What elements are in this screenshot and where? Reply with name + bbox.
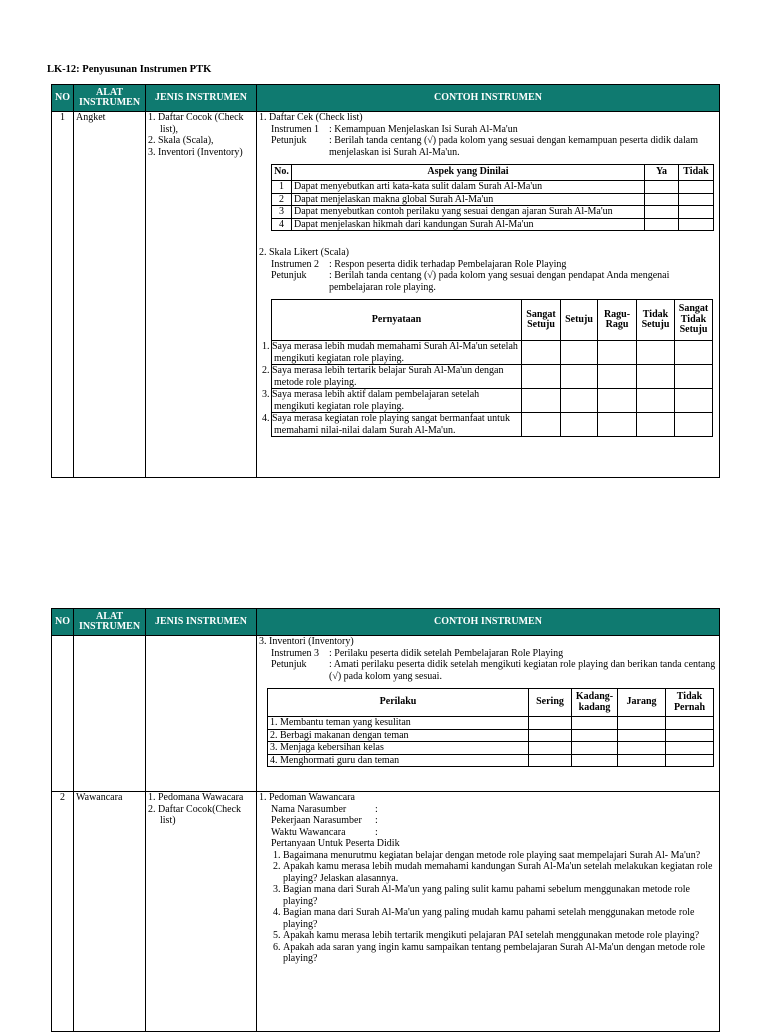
petunjuk-label: Petunjuk <box>271 659 307 670</box>
likert-table <box>262 299 713 437</box>
instrument-table-2 <box>51 608 720 1032</box>
cell-tidak <box>679 218 714 231</box>
inventory-table <box>267 688 714 767</box>
col-aspek: Aspek yang Dinilai <box>292 165 645 181</box>
instrumen-label: Instrumen 3 <box>271 647 320 659</box>
cell-ya <box>645 193 679 206</box>
row-no: 2 <box>52 792 74 1032</box>
instrument-table-1 <box>51 84 720 478</box>
col-ya: Ya <box>645 165 679 181</box>
jenis-item: 3. Inventori (Inventory) <box>148 146 243 158</box>
table-row <box>52 636 720 792</box>
question-list <box>259 850 717 965</box>
jenis-item: 2. Daftar Cocok(Check list) <box>148 803 242 826</box>
header-jenis: JENIS INSTRUMEN <box>146 609 257 636</box>
col-ragu: Ragu-Ragu <box>598 300 637 341</box>
col-tidak-pernah: Tidak Pernah <box>666 689 714 717</box>
table-row <box>272 341 713 365</box>
table-row <box>272 389 713 413</box>
col-sangat-tidak-setuju: Sangat Tidak Setuju <box>675 300 713 341</box>
checklist-table <box>271 164 714 231</box>
instrumen-text: : Kemampuan Menjelaskan Isi Surah Al-Ma'un <box>329 123 518 135</box>
petunjuk-text: : Berilah tanda centang (√) pada kolom yang sesuai dengan kemampuan peserta didik dalam menjelaskan isi Surah Al-Ma'un. <box>329 135 698 158</box>
field-label: Waktu Wawancara <box>271 826 346 838</box>
list-item: 3. Bagian mana dari Surah Al-Ma'un yang paling sulit kamu pahami sebelum menggunakan metode role playing? <box>283 884 717 907</box>
cell-aspek: Dapat menyebutkan contoh perilaku yang sesuai dengan ajaran Surah Al-Ma'un <box>292 206 645 219</box>
col-pernyataan: Pernyataan <box>272 300 522 341</box>
cell-aspek: Dapat menyebutkan arti kata-kata sulit dalam Surah Al-Ma'un <box>292 181 645 194</box>
row-contoh <box>257 636 720 792</box>
col-setuju: Setuju <box>561 300 598 341</box>
field-label: Nama Narasumber <box>271 803 347 815</box>
field-label: Pekerjaan Narasumber <box>271 815 362 826</box>
col-tidak-setuju: Tidak Setuju <box>637 300 675 341</box>
table-row <box>268 742 714 755</box>
row-alat: Angket <box>74 112 146 478</box>
header-contoh: CONTOH INSTRUMEN <box>257 609 720 636</box>
cell-ya <box>645 218 679 231</box>
cell-no: 3 <box>272 206 292 219</box>
table-header-row <box>52 609 720 636</box>
cell-perilaku: 4. Menghormati guru dan teman <box>268 754 529 767</box>
jenis-item: 1. Pedomana Wawacara <box>148 792 244 803</box>
field-colon: : <box>375 815 378 826</box>
petunjuk-label: Petunjuk <box>271 270 307 281</box>
list-item: 5. Apakah kamu merasa lebih tertarik mengikuti pelajaran PAI setelah menggunakan metode role playing? <box>283 930 717 942</box>
field-colon: : <box>375 826 378 838</box>
table-row <box>272 413 713 437</box>
cell-pernyataan: 3. Saya merasa lebih aktif dalam pembelajaran setelah mengikuti kegiatan role playing. <box>272 389 522 413</box>
table-row <box>272 365 713 389</box>
header-contoh: CONTOH INSTRUMEN <box>257 85 720 112</box>
cell-ya <box>645 206 679 219</box>
row-contoh <box>257 792 720 1032</box>
cell-pernyataan: 2. Saya merasa lebih tertarik belajar Surah Al-Ma'un dengan metode role playing. <box>272 365 522 389</box>
header-alat: ALAT INSTRUMEN <box>74 85 146 112</box>
table-header-row <box>52 85 720 112</box>
cell-perilaku: 2. Berbagi makanan dengan teman <box>268 729 529 742</box>
col-perilaku: Perilaku <box>268 689 529 717</box>
cell-no: 2 <box>272 193 292 206</box>
row-jenis <box>146 792 257 1032</box>
header-no: NO <box>52 85 74 112</box>
cell-perilaku: 3. Menjaga kebersihan kelas <box>268 742 529 755</box>
cell-no: 4 <box>272 218 292 231</box>
jenis-item: 2. Skala (Scala), <box>148 135 214 146</box>
header-no: NO <box>52 609 74 636</box>
col-no: No. <box>272 165 292 181</box>
col-tidak: Tidak <box>679 165 714 181</box>
cell-perilaku: 1. Membantu teman yang kesulitan <box>268 717 529 730</box>
instrumen-text: : Respon peserta didik terhadap Pembelajaran Role Playing <box>329 258 567 270</box>
header-jenis: JENIS INSTRUMEN <box>146 85 257 112</box>
section-heading: 2. Skala Likert (Scala) <box>259 247 349 258</box>
section-heading: 1. Pedoman Wawancara <box>259 792 355 803</box>
cell-tidak <box>679 193 714 206</box>
instrumen-text: : Perilaku peserta didik setelah Pembelajaran Role Playing <box>329 647 564 659</box>
col-kadang: Kadang-kadang <box>572 689 618 717</box>
table-row <box>272 206 714 219</box>
table-row <box>268 729 714 742</box>
row-alat: Wawancara <box>74 792 146 1032</box>
row-no: 1 <box>52 112 74 478</box>
table-row <box>272 218 714 231</box>
field-colon: : <box>375 803 378 815</box>
petunjuk-label: Petunjuk <box>271 135 307 146</box>
section-heading: 3. Inventori (Inventory) <box>259 636 354 647</box>
section-heading: 1. Daftar Cek (Check list) <box>259 112 363 123</box>
cell-tidak <box>679 181 714 194</box>
row-jenis <box>146 112 257 478</box>
cell-pernyataan: 1. Saya merasa lebih mudah memahami Surah Al-Ma'un setelah mengikuti kegiatan role playing. <box>272 341 522 365</box>
table-row <box>272 193 714 206</box>
list-item: 2. Apakah kamu merasa lebih mudah memahami kandungan Surah Al-Ma'un setelah melakukan kegiatan role playing? Jelaskan alasannya. <box>283 861 717 884</box>
list-item: 4. Bagian mana dari Surah Al-Ma'un yang paling mudah kamu pahami setelah menggunakan metode role playing? <box>283 907 717 930</box>
petunjuk-text: : Amati perilaku peserta didik setelah mengikuti kegiatan role playing dan berikan tanda centang (√) pada kolom yang sesuai. <box>329 659 716 682</box>
table-row <box>268 717 714 730</box>
petunjuk-text: : Berilah tanda centang (√) pada kolom yang sesuai dengan pendapat Anda mengenai pembelajaran role playing. <box>329 270 670 293</box>
cell-aspek: Dapat menjelaskan makna global Surah Al-Ma'un <box>292 193 645 206</box>
document-title: LK-12: Penyusunan Instrumen PTK <box>47 64 212 75</box>
cell-ya <box>645 181 679 194</box>
instrumen-label: Instrumen 1 <box>271 123 320 135</box>
subheading: Pertanyaan Untuk Peserta Didik <box>271 838 400 849</box>
col-sering: Sering <box>529 689 572 717</box>
cell-pernyataan: 4. Saya merasa kegiatan role playing sangat bermanfaat untuk memahami nilai-nilai dalam Surah Al-Ma'un. <box>272 413 522 437</box>
table-row <box>272 181 714 194</box>
jenis-item: 1. Daftar Cocok (Check list), <box>148 112 244 135</box>
instrumen-label: Instrumen 2 <box>271 258 320 270</box>
table-row <box>52 112 720 478</box>
cell-no: 1 <box>272 181 292 194</box>
row-contoh <box>257 112 720 478</box>
col-sangat-setuju: Sangat Setuju <box>522 300 561 341</box>
list-item: 6. Apakah ada saran yang ingin kamu sampaikan tentang pembelajaran Surah Al-Ma'un dengan metode role playing? <box>283 942 717 965</box>
header-alat: ALAT INSTRUMEN <box>74 609 146 636</box>
table-row <box>268 754 714 767</box>
list-item: 1. Bagaimana menurutmu kegiatan belajar dengan metode role playing saat mempelajari Surah Al- Ma'un? <box>283 850 717 862</box>
cell-aspek: Dapat menjelaskan hikmah dari kandungan Surah Al-Ma'un <box>292 218 645 231</box>
col-jarang: Jarang <box>618 689 666 717</box>
table-row <box>52 792 720 1032</box>
cell-tidak <box>679 206 714 219</box>
